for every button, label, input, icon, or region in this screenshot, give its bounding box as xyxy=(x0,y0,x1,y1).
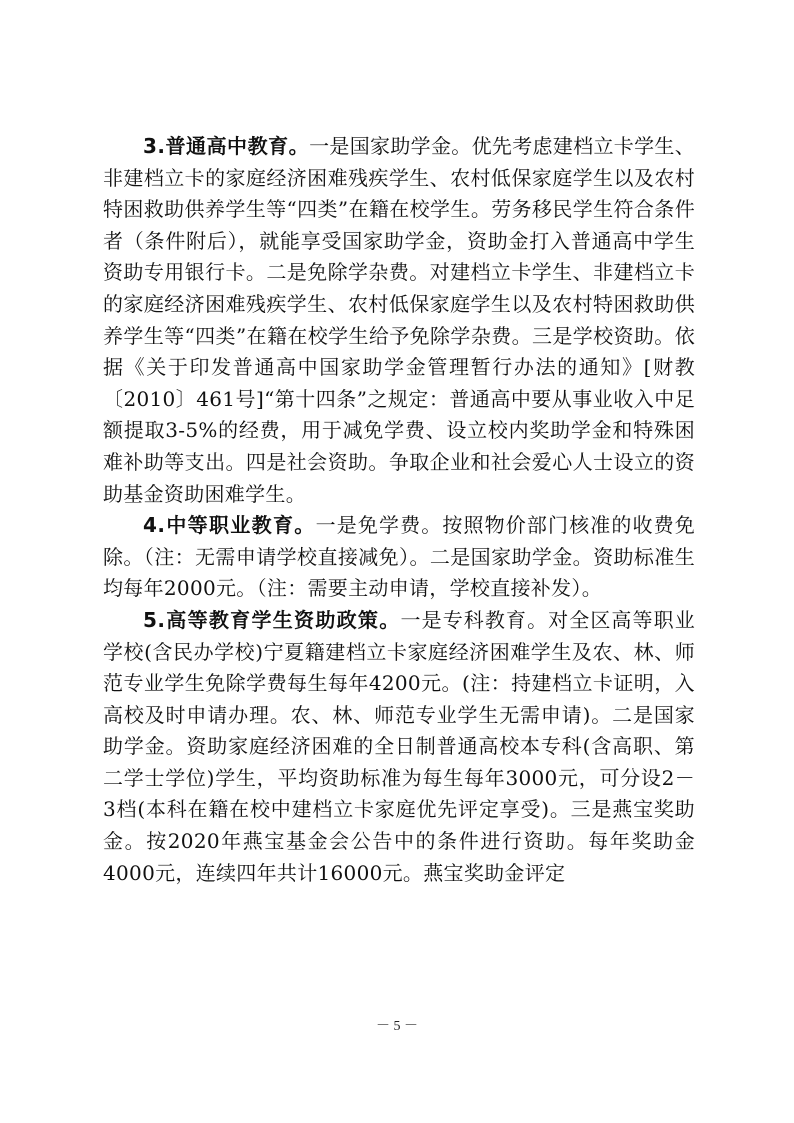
page-number: － 5 － xyxy=(376,1019,418,1034)
paragraph-text: 一是专科教育。对全区高等职业学校(含民办学校)宁夏籍建档立卡家庭经济困难学生及农、林、师范专业学生免除学费每生每年4200元。(注：持建档立卡证明，入高校及时申请办理。农、林、师范专业学生无需申请)。二是国家助学金。资助家庭经济困难的全日制普通高校本专科(含高职、第二学士学位)学生，平均资助标准为每生每年3000元，可分设2－3档(本科在籍在校中建档立卡家庭优先评定享受)。三是燕宝奖助金。按2020年燕宝基金会公告中的条件进行资助。每年奖助金4000元，连续四年共计16000元。燕宝奖助金评定 xyxy=(103,607,696,885)
paragraph-general-high-school xyxy=(103,131,695,510)
document-body xyxy=(103,131,695,889)
paragraph-secondary-vocational xyxy=(103,510,695,605)
paragraph-text: 一是免学费。按照物价部门核准的收费免除。（注：无需申请学校直接减免）。二是国家助学金。资助标准生均每年2000元。（注：需要主动申请，学校直接补发）。 xyxy=(103,513,696,601)
heading-higher-education: 5.高等教育学生资助政策。 xyxy=(143,607,401,632)
heading-general-high-school: 3.普通高中教育。 xyxy=(143,134,310,158)
paragraph-text: 一是国家助学金。优先考虑建档立卡学生、非建档立卡的家庭经济困难残疾学生、农村低保家庭学生以及农村特困救助供养学生等“四类”在籍在校学生。劳务移民学生符合条件者（条件附后），就能享受国家助学金，资助金打入普通高中学生资助专用银行卡。二是免除学杂费。对建档立卡学生、非建档立卡的家庭经济困难残疾学生、农村低保家庭学生以及农村特困救助供养学生等“四类”在籍在校学生给予免除学杂费。三是学校资助。依据《关于印发普通高中国家助学金管理暂行办法的通知》[财教〔2010〕461号]“第十四条”之规定：普通高中要从事业收入中足额提取3-5%的经费，用于减免学费、设立校内奖助学金和特殊困难补助等支出。四是社会资助。争取企业和社会爱心人士设立的资助基金资助困难学生。 xyxy=(103,134,696,506)
heading-secondary-vocational: 4.中等职业教育。 xyxy=(143,513,316,538)
paragraph-higher-education xyxy=(103,605,695,889)
